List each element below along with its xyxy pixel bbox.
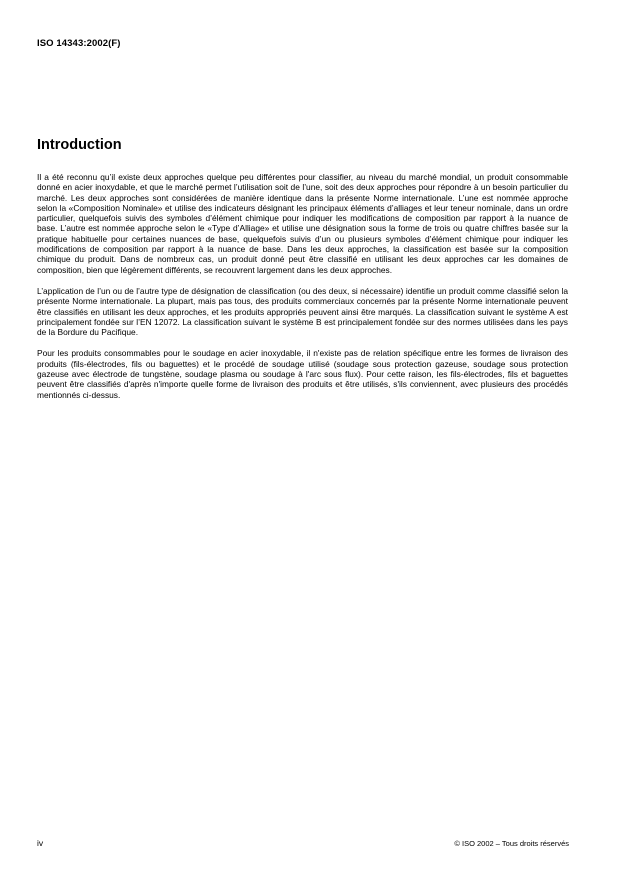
paragraph-1: Il a été reconnu qu’il existe deux approches quelque peu différentes pour classifier, au niveau du marché mondial, un produit consommable donné en acier inoxydable, et que le marché permet l’utilisation soit de l’une, soit des deux approches pour répondre à un besoin particulier du marché. Les deux approches sont considérées de manière identique dans la présente Norme internationale. L’une est nommée approche selon la «Composition Nominale» et utilise des indicateurs désignant les principaux éléments d’alliages et leur teneur nominale, dans un ordre particulier, quelquefois suivis des symboles d’élément chimique pour indiquer les modifications de composition par rapport à la nuance de base. L’autre est nommée approche selon le «Type d’Alliage» et utilise une désignation sous la forme de trois ou quatre chiffres basée sur la pratique habituelle pour certaines nuances de base, quelquefois suivis d’un ou plusieurs symboles d’élément chimique pour indiquer les modifications de composition par rapport à la nuance de base. Dans les deux approches, la classification est basée sur la composition chimique du produit. Dans de nombreux cas, un produit donné peut être classifié en utilisant les deux approches car les domaines de composition, bien que légèrement différents, se recouvrent largement dans les deux approches.	[37, 172, 568, 275]
section-title: Introduction	[37, 137, 122, 153]
copyright-notice: © ISO 2002 – Tous droits réservés	[454, 839, 569, 848]
page-number: iv	[37, 838, 44, 848]
paragraph-3: Pour les produits consommables pour le soudage en acier inoxydable, il n'existe pas de relation spécifique entre les formes de livraison des produits (fils-électrodes, fils ou baguettes) et le procédé de soudage utilisé (soudage sous protection gazeuse, soudage sous protection gazeuse avec électrode de tungstène, soudage plasma ou soudage à l'arc sous flux). Pour cette raison, les fils-électrodes, fils et baguettes peuvent être classifiés d'après n'importe quelle forme de livraison des produits et être utilisés, s'ils conviennent, avec plusieurs des procédés mentionnés ci-dessus.	[37, 348, 568, 400]
document-reference: ISO 14343:2002(F)	[37, 38, 121, 49]
paragraph-2: L’application de l’un ou de l’autre type de désignation de classification (ou des deux, si nécessaire) identifie un produit comme classifié selon la présente Norme internationale. La plupart, mais pas tous, des produits commerciaux concernés par la présente Norme internationale peuvent être classifiés en utilisant les deux approches, et les produits appropriés peuvent ainsi être marqués. La classification suivant le système A est principalement fondée sur l’EN 12072. La classification suivant le système B est principalement fondée sur des normes utilisées dans les pays de la Bordure du Pacifique.	[37, 285, 568, 338]
introduction-body	[37, 172, 568, 411]
